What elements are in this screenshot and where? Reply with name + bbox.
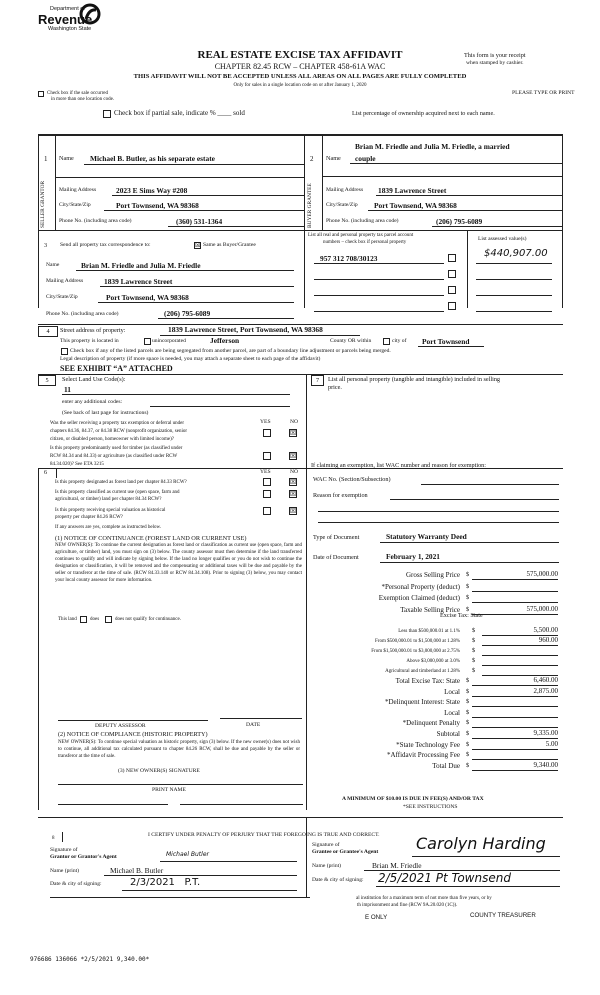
seller-city-field[interactable]: Port Townsend, WA 98368 xyxy=(116,201,199,210)
deputy-assessor-label: DEPUTY ASSESSOR xyxy=(95,723,146,729)
currency-sign: $ xyxy=(466,698,470,706)
county-treasurer-label: COUNTY TREASURER xyxy=(470,912,536,919)
personal-property-checkbox[interactable] xyxy=(448,254,456,262)
receipt-note: when stamped by cashier. xyxy=(466,60,524,66)
grantor-date-field[interactable]: 2/3/2021 P.T. xyxy=(130,877,201,888)
correspondence-city-field[interactable]: Port Townsend, WA 98368 xyxy=(106,293,189,302)
perjury-note: al institution for a maximum term of not more than five years, or by xyxy=(356,896,492,901)
tax-row-label: *Delinquent Interest: State xyxy=(384,698,460,707)
currency-sign: $ xyxy=(466,740,470,748)
question-text: chapters 84.36, 84.37, or 84.38 RCW (nonprofit organization, senior xyxy=(50,429,188,434)
field-label: This property is located in xyxy=(60,338,119,344)
field-label: Phone No. (including area code) xyxy=(46,311,119,317)
does-qualify-checkbox[interactable] xyxy=(80,616,87,623)
tax-row-label: From $500,000.01 to $1,500,000 at 1.28% xyxy=(375,639,460,644)
tax-row-label: Total Due xyxy=(432,761,460,770)
question-text: RCW 84.34 and 84.33) or agriculture (as classified under RCW xyxy=(50,454,178,459)
tax-row-line xyxy=(472,685,558,686)
tax-row-line xyxy=(472,738,558,739)
field-label: City/State/Zip xyxy=(46,294,78,300)
tax-row-value[interactable]: 5,500.00 xyxy=(533,626,558,634)
section-number: 3 xyxy=(44,242,48,249)
field-label: city of xyxy=(392,338,407,344)
same-as-buyer-checkbox[interactable]: ☒ xyxy=(195,242,201,249)
currency-sign: $ xyxy=(466,594,470,601)
question-text: agricultural, or timber) land per chapter 84.34 RCW? xyxy=(55,497,162,502)
correspondence-phone-field[interactable]: (206) 795-6089 xyxy=(164,309,211,318)
question-text: citizen, or disabled person, homeowner with limited income)? xyxy=(50,437,174,442)
logo-text: Washington State xyxy=(48,26,92,32)
correspondence-mail-field[interactable]: 1839 Lawrence Street xyxy=(104,277,173,286)
tax-row-line xyxy=(472,770,558,771)
field-label: Same as Buyer/Grantee xyxy=(203,242,256,248)
buyer-name-field-line2[interactable]: couple xyxy=(355,154,376,163)
field-label: Mailing Address xyxy=(326,187,364,193)
field-label: enter any additional codes: xyxy=(62,399,123,405)
field-label: Select Land Use Code(s): xyxy=(62,376,126,383)
partial-sale-label: Check box if partial sale, indicate % ____ sold xyxy=(114,109,245,117)
tax-row-label: From $1,500,000.01 to $3,000,000 at 2.75% xyxy=(371,649,460,654)
current-use-no-checkbox[interactable]: ☒ xyxy=(290,490,297,498)
date-label: DATE xyxy=(246,722,261,728)
currency-sign: $ xyxy=(466,761,470,769)
field-label: If claiming an exemption, list WAC number and reason for exemption: xyxy=(311,462,486,469)
assessed-value-field[interactable]: $440,907.00 xyxy=(484,248,548,259)
field-label: Legal description of property (if more space is needed, you may attach a separate sheet to each page of the affidavit) xyxy=(60,356,321,362)
instructions-note: (See back of last page for instructions) xyxy=(62,410,149,416)
buyer-side-label: BUYER GRANTEE xyxy=(307,183,313,228)
tax-row-value[interactable]: 6,460.00 xyxy=(533,676,558,684)
land-use-code-field[interactable]: 11 xyxy=(64,385,71,394)
currency-sign: $ xyxy=(466,719,470,727)
property-address-field[interactable]: 1839 Lawrence Street, Port Townsend, WA 98368 xyxy=(168,325,323,334)
instruction-text: If any answers are yes, complete as instructed below. xyxy=(55,525,162,530)
perjury-note: th imprisonment and fine (RCW 9A.20.020 (1C)). xyxy=(357,903,458,908)
notice-title: (1) NOTICE OF CONTINUANCE (FOREST LAND OR CURRENT USE) xyxy=(55,535,247,542)
tax-row-line xyxy=(472,579,558,580)
current-use-yes-checkbox[interactable] xyxy=(263,490,271,498)
grantee-date-field[interactable]: 2/5/2021 Pt Townsend xyxy=(378,871,511,885)
please-type-note: PLEASE TYPE OR PRINT xyxy=(512,90,575,96)
tax-row-value[interactable]: 575,000.00 xyxy=(526,570,558,578)
buyer-name-field[interactable]: Brian M. Friedle and Julia M. Friedle, a married xyxy=(355,142,510,151)
seller-side-label: SELLER GRANTOR xyxy=(40,180,46,228)
legal-description-field[interactable]: SEE EXHIBIT “A” ATTACHED xyxy=(60,364,173,373)
new-owner-signature-label: (3) NEW OWNER(S) SIGNATURE xyxy=(118,768,200,774)
parcel-number-field[interactable]: 957 312 708/30123 xyxy=(320,254,378,263)
tax-row-line xyxy=(472,614,558,615)
question-text: 84.34.020)? See ETA 3215 xyxy=(50,462,104,467)
field-label: Date & city of signing: xyxy=(312,877,364,883)
tax-row-label: *State Technology Fee xyxy=(396,740,460,749)
tax-row-value[interactable]: 2,875.00 xyxy=(533,686,558,695)
question-text: property per chapter 84.26 RCW? xyxy=(55,515,123,520)
timber-no-checkbox[interactable]: ☒ xyxy=(290,452,297,460)
field-label: Send all property tax correspondence to: xyxy=(60,242,151,248)
warning-line: THIS AFFIDAVIT WILL NOT BE ACCEPTED UNLESS ALL AREAS ON ALL PAGES ARE FULLY COMPLETED xyxy=(133,73,467,80)
forest-yes-checkbox[interactable] xyxy=(263,478,271,486)
chapter-line: CHAPTER 82.45 RCW – CHAPTER 458-61A WAC xyxy=(214,62,386,71)
buyer-city-field[interactable]: Port Townsend, WA 98368 xyxy=(374,201,457,210)
segregation-label: Check box if any of the listed parcels are being segregated from another parcel, are part of a boundary line adjustment or parcels being merged. xyxy=(70,348,391,354)
buyer-mailing-address-field[interactable]: 1839 Lawrence Street xyxy=(378,186,447,195)
receipt-note: This form is your receipt xyxy=(464,52,526,59)
tax-row-value[interactable]: 960.00 xyxy=(538,636,558,644)
ownership-note: List percentage of ownership acquired next to each name. xyxy=(352,110,495,117)
parcel-header: numbers – check box if personal property xyxy=(323,240,407,245)
cashier-receipt-stamp: 976686 136066 *2/5/2021 9,340.00* xyxy=(30,956,150,963)
currency-sign: $ xyxy=(466,677,470,684)
tax-row-label: Taxable Selling Price xyxy=(400,605,460,614)
field-label: price. xyxy=(328,384,342,391)
currency-sign: $ xyxy=(466,751,470,759)
tax-row-label: *Personal Property (deduct) xyxy=(381,582,460,591)
field-label: This land xyxy=(58,617,77,622)
partial-sale-checkbox[interactable] xyxy=(103,110,111,118)
field-label: Name (print) xyxy=(50,868,80,874)
seller-name-field[interactable]: Michael B. Butler, as his separate estate xyxy=(90,154,215,163)
see-instructions-note: *SEE INSTRUCTIONS xyxy=(403,804,458,810)
no-header: NO xyxy=(290,419,299,425)
tax-row-label: *Delinquent Penalty xyxy=(402,719,460,728)
historic-yes-checkbox[interactable] xyxy=(263,507,271,515)
notice-body: NEW OWNER(S): To continue special valuation as historic property, sign (3) below. If the new owner(s) does not wish to continue, all additional tax calculated pursuant to chapter 84.26 RCW, shall be due and payable by the seller or transferor at the time of sale. xyxy=(58,740,300,759)
currency-sign: $ xyxy=(466,730,470,737)
currency-sign: $ xyxy=(472,657,476,664)
personal-property-checkbox[interactable] xyxy=(448,302,456,310)
does-not-qualify-checkbox[interactable] xyxy=(105,616,112,623)
field-label: Name xyxy=(326,155,341,162)
grantor-signature[interactable]: Michael Butler xyxy=(166,851,209,858)
field-label: Type of Document xyxy=(313,534,360,541)
notice-body: NEW OWNER(S): To continue the current designation as forest land or classification as current use (open space, farm and agriculture, or timber) land, you must sign on (3) below. The county assessor must then determine if the land transferred continues to qualify and will indicate by signing below. If the land no longer qualifies or you do not wish to continue the designation or classification, it will be removed and the compensating or additional taxes will be due and payable by the seller or transferor at the time of sale. (RCW 84.33.140 or RCW 84.34.108). Prior to signing (3) below, you may contact your local county assessor for more information. xyxy=(55,543,302,583)
section-number: 6 xyxy=(44,469,48,476)
parcel-header: List all real and personal property tax parcel account xyxy=(308,233,414,238)
tax-row-line xyxy=(472,706,558,707)
currency-sign: $ xyxy=(466,708,470,716)
section-number: 1 xyxy=(44,155,48,163)
tax-row-label: Local xyxy=(444,687,460,696)
exemption-no-checkbox[interactable]: ☒ xyxy=(290,429,297,437)
seller-phone-field[interactable]: (360) 531-1364 xyxy=(176,217,223,226)
field-label: Phone No. (including area code) xyxy=(59,218,132,224)
field-label: unincorporated xyxy=(152,338,186,344)
grantee-name-field[interactable]: Brian M. Friedle xyxy=(372,861,422,870)
forest-no-checkbox[interactable]: ☒ xyxy=(290,478,297,486)
tax-row-value[interactable]: 575,000.00 xyxy=(526,604,558,613)
certification-statement: I CERTIFY UNDER PENALTY OF PERJURY THAT THE FOREGOING IS TRUE AND CORRECT. xyxy=(148,832,380,838)
tax-row-label: Local xyxy=(444,708,460,717)
seller-mailing-address-field[interactable]: 2023 E Sims Way #208 xyxy=(116,186,188,195)
tax-row-value[interactable]: 9,335.00 xyxy=(533,729,558,737)
question-text: Is this property classified as current use (open space, farm and xyxy=(55,490,180,495)
field-label: Grantor or Grantor's Agent xyxy=(50,854,117,860)
field-label: Phone No. (including area code) xyxy=(326,218,399,224)
use-only-label: E ONLY xyxy=(365,914,388,921)
no-header: NO xyxy=(290,469,299,475)
document-type-field[interactable]: Statutory Warranty Deed xyxy=(386,532,467,541)
field-label: Street address of property: xyxy=(60,327,126,334)
multi-location-label: in more than one location code. xyxy=(51,97,115,102)
segregation-checkbox[interactable] xyxy=(61,348,68,355)
only-for-line: Only for sales in a single location code on or after January 1, 2020 xyxy=(233,83,367,88)
field-label: List all personal property (tangible and intangible) included in selling xyxy=(328,376,501,383)
tax-row-line xyxy=(482,655,558,656)
field-label: Name xyxy=(46,262,60,268)
field-label: Mailing Address xyxy=(46,278,84,284)
logo-text: Department of xyxy=(50,6,85,12)
currency-sign: $ xyxy=(466,605,470,613)
tax-row-line xyxy=(472,749,558,750)
question-text: Was the seller receiving a property tax exemption or deferral under xyxy=(50,421,184,426)
grantee-signature[interactable]: Carolyn Harding xyxy=(416,834,546,853)
field-label: Signature of xyxy=(312,842,340,848)
tax-row-line xyxy=(482,645,558,646)
field-label: City/State/Zip xyxy=(59,202,91,208)
yes-header: YES xyxy=(260,419,271,425)
tax-row-label: Less than $500,000.01 at 1.1% xyxy=(398,629,460,634)
dor-logo-icon xyxy=(79,3,101,25)
timber-yes-checkbox[interactable] xyxy=(263,452,271,460)
multi-location-label: Check box if the sale occurred xyxy=(47,91,108,96)
tax-row-line xyxy=(472,717,558,718)
tax-row-label: Agricultural and timberland at 1.28% xyxy=(385,669,460,674)
currency-sign: $ xyxy=(466,571,470,578)
field-label: County OR within xyxy=(330,338,372,344)
document-date-field[interactable]: February 1, 2021 xyxy=(386,552,440,561)
field-label: Reason for exemption xyxy=(313,492,368,499)
field-label: does xyxy=(90,617,100,622)
field-label: Date of Document xyxy=(313,554,359,561)
currency-sign: $ xyxy=(472,647,476,654)
tax-row-label: Above $3,000,000 at 3.0% xyxy=(406,659,460,664)
minimum-due-note: A MINIMUM OF $10.00 IS DUE IN FEE(S) AND/OR TAX xyxy=(342,796,484,802)
question-text: Is this property designated as forest land per chapter 84.33 RCW? xyxy=(55,480,187,485)
currency-sign: $ xyxy=(472,627,476,634)
assessed-header: List assessed value(s) xyxy=(478,236,527,242)
correspondence-name-field[interactable]: Brian M. Friedle and Julia M. Friedle xyxy=(81,261,201,270)
field-label: Date & city of signing: xyxy=(50,881,102,887)
unincorporated-checkbox[interactable] xyxy=(144,338,151,345)
county-field[interactable]: Jefferson xyxy=(210,336,240,345)
notice-title: (2) NOTICE OF COMPLIANCE (HISTORIC PROPERTY) xyxy=(58,731,208,738)
section-number: 5 xyxy=(38,375,56,386)
question-text: Is this property predominantly used for timber (as classified under xyxy=(50,446,183,451)
currency-sign: $ xyxy=(466,687,470,695)
field-label: Name xyxy=(59,155,74,162)
section-number: 7 xyxy=(311,375,324,386)
currency-sign: $ xyxy=(472,637,476,644)
field-label: City/State/Zip xyxy=(326,202,358,208)
excise-tax-label: Excise Tax: State xyxy=(440,612,483,619)
print-name-label: PRINT NAME xyxy=(152,787,186,793)
tax-row-label: *Affidavit Processing Fee xyxy=(387,751,460,760)
tax-row-label: Exemption Claimed (deduct) xyxy=(378,594,460,602)
section-number: 8 xyxy=(52,836,55,841)
tax-row-label: Gross Selling Price xyxy=(405,571,460,579)
field-label: WAC No. (Section/Subsection) xyxy=(313,476,391,483)
multi-location-checkbox[interactable] xyxy=(38,91,44,97)
tax-row-line xyxy=(472,696,558,697)
section-number: 4 xyxy=(38,326,58,337)
tax-row-value[interactable]: 9,340.00 xyxy=(533,760,558,769)
city-checkbox[interactable] xyxy=(383,338,390,345)
grantor-name-field[interactable]: Michael B. Butler xyxy=(110,866,164,875)
historic-no-checkbox[interactable]: ☒ xyxy=(290,507,297,515)
section-number: 2 xyxy=(310,155,314,163)
field-label: Signature of xyxy=(50,847,78,853)
tax-row-line xyxy=(482,665,558,666)
buyer-phone-field[interactable]: (206) 795-6089 xyxy=(436,217,483,226)
form-title: REAL ESTATE EXCISE TAX AFFIDAVIT xyxy=(197,49,403,61)
city-field[interactable]: Port Townsend xyxy=(422,337,470,346)
tax-row-label: Subtotal xyxy=(436,730,460,738)
field-label: Name (print) xyxy=(312,863,342,869)
currency-sign: $ xyxy=(466,582,470,590)
logo-text: Revenue xyxy=(38,12,93,27)
personal-property-checkbox[interactable] xyxy=(448,286,456,294)
tax-row-label: Total Excise Tax: State xyxy=(395,677,460,685)
tax-row-value[interactable]: 5.00 xyxy=(545,739,558,748)
yes-header: YES xyxy=(260,469,271,475)
currency-sign: $ xyxy=(472,667,476,674)
field-label: Grantee or Grantee's Agent xyxy=(312,849,379,855)
personal-property-checkbox[interactable] xyxy=(448,270,456,278)
tax-row-line xyxy=(472,591,558,592)
question-text: Is this property receiving special valuation as historical xyxy=(55,508,166,513)
field-label: Mailing Address xyxy=(59,187,97,193)
field-label: does not qualify for continuance. xyxy=(115,617,181,622)
exemption-yes-checkbox[interactable] xyxy=(263,429,271,437)
tax-row-line xyxy=(472,602,558,603)
